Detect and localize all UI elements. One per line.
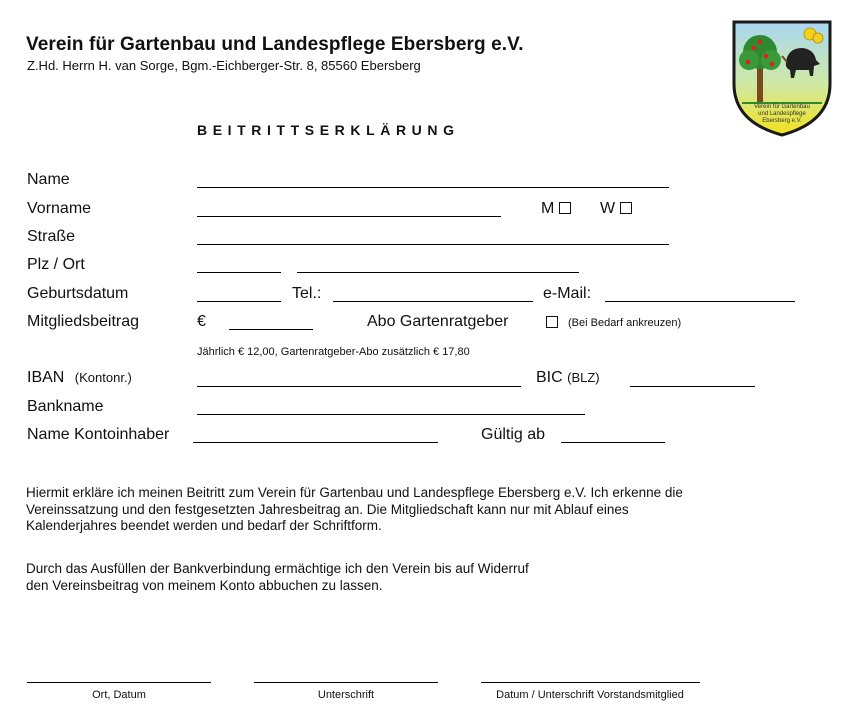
mandate-paragraph (26, 561, 826, 594)
euro-sign: € (197, 313, 206, 330)
organization-address: Z.Hd. Herrn H. van Sorge, Bgm.-Eichberger-Str. 8, 85560 Ebersberg (27, 58, 421, 73)
bic-label (536, 369, 600, 387)
declaration-line-2: Vereinssatzung und den festgesetzten Jahresbeitrag an. Die Mitgliedschaft kann nur mit Ablauf eines (26, 501, 629, 517)
gueltig-label: Gültig ab (481, 426, 546, 443)
kontoinhaber-label: Name Kontoinhaber (27, 426, 170, 443)
declaration-line-3: Kalenderjahres beendet werden und bedarf der Schriftform. (26, 518, 382, 533)
gender-m-checkbox[interactable] (559, 202, 571, 214)
bic-label-text: BIC (536, 369, 563, 386)
ort-datum-signature-line[interactable] (27, 682, 211, 683)
vorname-field[interactable] (197, 216, 501, 217)
bic-sublabel: (BLZ) (567, 370, 600, 385)
name-field[interactable] (197, 187, 669, 188)
mandate-line-2: den Vereinsbeitrag von meinem Konto abbuchen zu lassen. (26, 577, 383, 593)
unterschrift-signature-line[interactable] (254, 682, 438, 683)
email-field[interactable] (605, 301, 795, 302)
name-label: Name (27, 171, 70, 188)
iban-sublabel: (Kontonr.) (74, 370, 132, 385)
plz-field[interactable] (197, 272, 281, 273)
tel-label: Tel.: (292, 285, 322, 302)
abo-checkbox[interactable] (546, 316, 558, 328)
declaration-paragraph (26, 485, 826, 535)
fee-note: Jährlich € 12,00, Gartenratgeber-Abo zusätzlich € 17,80 (197, 346, 470, 358)
logo-text-line2: und Landespflege (758, 111, 806, 117)
bankname-label: Bankname (27, 398, 104, 415)
abo-hint: (Bei Bedarf ankreuzen) (568, 317, 682, 329)
gueltig-field[interactable] (561, 442, 665, 443)
vorname-label: Vorname (27, 200, 92, 217)
email-label: e-Mail: (543, 285, 592, 302)
gender-w-label: W (600, 200, 616, 217)
ort-datum-caption: Ort, Datum (92, 689, 146, 701)
vorstand-signature-line[interactable] (481, 682, 700, 683)
geburtsdatum-label: Geburtsdatum (27, 285, 129, 302)
club-logo (730, 18, 834, 138)
declaration-line-1: Hiermit erkläre ich meinen Beitritt zum Verein für Gartenbau und Landespflege Ebersberg e.V. Ich erkenne die (26, 485, 683, 500)
gender-w-option (600, 200, 632, 218)
plz-ort-label: Plz / Ort (27, 256, 85, 273)
form-title: BEITRITTSERKLÄRUNG (197, 122, 460, 138)
iban-label-text: IBAN (27, 369, 65, 386)
strasse-label: Straße (27, 228, 76, 245)
bic-field[interactable] (630, 386, 755, 387)
bankname-field[interactable] (197, 414, 585, 415)
unterschrift-caption: Unterschrift (317, 689, 375, 701)
ort-field[interactable] (297, 272, 579, 273)
iban-field[interactable] (197, 386, 521, 387)
strasse-field[interactable] (197, 244, 669, 245)
geburtsdatum-field[interactable] (197, 301, 281, 302)
organization-name: Verein für Gartenbau und Landespflege Ebersberg e.V. (26, 34, 524, 55)
logo-text-line1: Verein für Gartenbau (754, 104, 810, 110)
gender-m-option (541, 200, 571, 218)
iban-label (27, 369, 132, 387)
gender-m-label: M (541, 200, 555, 217)
abo-label: Abo Gartenratgeber (367, 313, 509, 330)
vorstand-caption: Datum / Unterschrift Vorstandsmitglied (496, 689, 684, 701)
beitrag-label: Mitgliedsbeitrag (27, 313, 140, 330)
mandate-line-1: Durch das Ausfüllen der Bankverbindung ermächtige ich den Verein bis auf Widerruf (26, 561, 529, 576)
gender-w-checkbox[interactable] (620, 202, 632, 214)
logo-text-line3: Ebersberg e.V. (762, 118, 802, 124)
kontoinhaber-field[interactable] (193, 442, 438, 443)
beitrag-field[interactable] (229, 329, 313, 330)
tel-field[interactable] (333, 301, 533, 302)
